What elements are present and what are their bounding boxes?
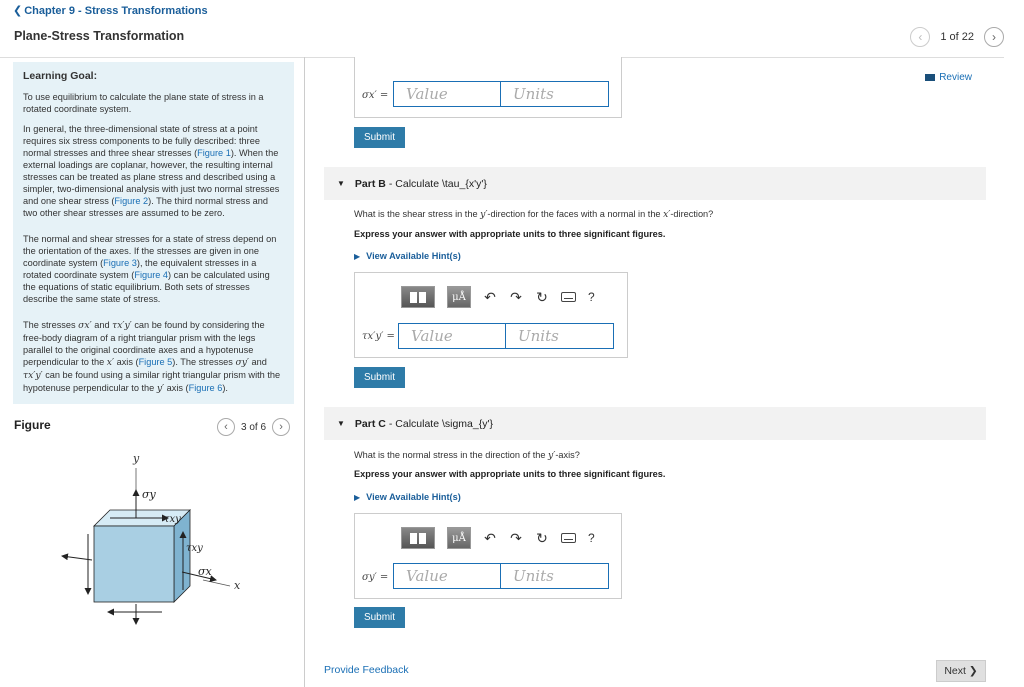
part-a-submit-button[interactable]: Submit xyxy=(354,127,405,148)
part-b-question xyxy=(354,209,713,220)
text-span: and xyxy=(91,320,113,330)
text-span: can be found using a similar right triangular prism with the hypotenuse perpendicular to the xyxy=(23,370,281,393)
chevron-left-icon: ❮ xyxy=(13,5,23,17)
part-c-title: - Calculate \sigma_{y'} xyxy=(388,417,493,430)
part-b-hints-toggle[interactable] xyxy=(354,251,461,261)
figure-heading: Figure xyxy=(14,418,51,432)
part-a-units-input[interactable]: Units xyxy=(501,81,609,107)
figure-6-link[interactable]: Figure 6 xyxy=(188,383,223,393)
part-b-value-input[interactable]: Value xyxy=(398,323,506,349)
redo-icon[interactable]: ↷ xyxy=(510,288,522,305)
next-button[interactable] xyxy=(936,660,986,682)
chapter-link-label: Chapter 9 - Stress Transformations xyxy=(24,5,208,17)
collapse-triangle-icon: ▼ xyxy=(337,179,345,188)
part-a-variable-label: σx′ = xyxy=(362,90,389,101)
math-toolbar xyxy=(401,286,595,308)
part-c-value-input[interactable]: Value xyxy=(393,563,501,589)
part-c-answer-box xyxy=(354,513,622,599)
math-x-prime: x′ xyxy=(663,209,671,220)
expand-triangle-icon: ▶ xyxy=(354,493,361,502)
text-span: The stresses xyxy=(23,320,79,330)
text-span: axis ( xyxy=(114,357,139,367)
chevron-right-icon: › xyxy=(992,30,996,44)
part-b-title: - Calculate \tau_{x'y'} xyxy=(388,177,487,190)
learning-goal-title: Learning Goal: xyxy=(23,70,98,82)
panel-divider xyxy=(304,57,305,687)
part-c-header[interactable] xyxy=(324,407,986,440)
figure-2-link[interactable]: Figure 2 xyxy=(114,196,149,206)
learning-goal-paragraph-1: To use equilibrium to calculate the plane state of stress in a rotated coordinate system. xyxy=(23,92,264,114)
part-c-question xyxy=(354,450,580,461)
reset-icon[interactable]: ↻ xyxy=(536,288,548,305)
redo-icon[interactable]: ↷ xyxy=(510,529,522,546)
math-tau-xy-prime: τx′y′ xyxy=(23,370,43,381)
part-b-label: Part B xyxy=(354,177,386,190)
hints-label: View Available Hint(s) xyxy=(366,251,461,261)
page-title: Plane-Stress Transformation xyxy=(14,29,185,43)
math-x-prime: x′ xyxy=(106,357,115,368)
part-a-answer-box xyxy=(354,57,622,118)
text-span: What is the normal stress in the direction of the xyxy=(354,450,549,460)
template-icon[interactable] xyxy=(401,286,435,308)
math-sigma-y-prime: σy′ xyxy=(235,357,249,368)
figure-4-link[interactable]: Figure 4 xyxy=(134,270,169,280)
text-span: In general, the three-dimensional state of stress at a point requires six stress components to be fully described: three normal stresses and three shear stresses ( xyxy=(23,124,260,158)
math-sigma-x-prime: σx′ xyxy=(78,320,92,331)
text-span: ), the equivalent stresses in a rotated coordinate system ( xyxy=(23,258,257,280)
collapse-triangle-icon: ▼ xyxy=(337,419,345,428)
template-icon[interactable] xyxy=(401,527,435,549)
y-axis-label: y xyxy=(133,452,140,465)
text-span: -axis? xyxy=(555,450,580,460)
figure-pager xyxy=(217,418,290,436)
hints-label: View Available Hint(s) xyxy=(366,492,461,502)
chevron-right-icon: › xyxy=(279,421,283,433)
part-c-instruction: Express your answer with appropriate units to three significant figures. xyxy=(354,469,666,479)
previous-item-button[interactable] xyxy=(910,27,930,47)
learning-goal-paragraph-2 xyxy=(23,123,284,219)
chevron-left-icon: ‹ xyxy=(224,421,228,433)
x-axis-label: x xyxy=(234,579,241,592)
text-span: The normal and shear stresses for a state of stress depend on the orientation of the axes. If the stresses are given in one coordinate system ( xyxy=(23,234,277,268)
stress-element-figure xyxy=(50,448,260,628)
chapter-breadcrumb-link[interactable] xyxy=(13,4,208,17)
part-b-instruction: Express your answer with appropriate units to three significant figures. xyxy=(354,229,666,239)
undo-icon[interactable]: ↶ xyxy=(484,529,496,546)
part-b-units-input[interactable]: Units xyxy=(506,323,614,349)
next-figure-button[interactable] xyxy=(272,418,290,436)
text-span: ). When the external loadings are coplanar, however, the resulting internal stresses can be treated as plane stress and described using a simpler, two-dimensional analysis with just two normal stresses and one shear stress ( xyxy=(23,148,280,206)
figure-pager-count: 3 of 6 xyxy=(241,421,267,433)
part-b-submit-button[interactable]: Submit xyxy=(354,367,405,388)
figure-5-link[interactable]: Figure 5 xyxy=(138,357,173,367)
pager-count: 1 of 22 xyxy=(940,31,974,43)
part-c-hints-toggle[interactable] xyxy=(354,492,461,502)
text-span: -direction? xyxy=(670,209,714,219)
keyboard-icon[interactable] xyxy=(561,533,576,543)
text-span: ). xyxy=(222,383,228,393)
next-item-button[interactable] xyxy=(984,27,1004,47)
undo-icon[interactable]: ↶ xyxy=(484,288,496,305)
expand-triangle-icon: ▶ xyxy=(354,252,361,261)
assignment-pager xyxy=(910,27,1004,47)
help-icon[interactable]: ? xyxy=(588,531,595,545)
part-c-variable-label: σy′ = xyxy=(362,572,389,583)
part-b-variable-label: τx′y′ = xyxy=(362,331,395,342)
math-toolbar xyxy=(401,527,595,549)
text-span: ). The third normal stress and two other shear stresses are assumed to be zero. xyxy=(23,196,268,218)
next-label: Next xyxy=(944,665,966,677)
x-axis-line xyxy=(203,580,230,586)
text-span: ) can be calculated using the equations of static equilibrium. Both sets of stresses describe the same state of stress. xyxy=(23,270,270,304)
help-icon[interactable]: ? xyxy=(588,290,595,304)
math-tau-xy-prime: τx′y′ xyxy=(112,320,132,331)
previous-figure-button[interactable] xyxy=(217,418,235,436)
part-c-label: Part C xyxy=(354,417,386,430)
chevron-right-icon: ❯ xyxy=(968,665,978,677)
block-front-face xyxy=(94,526,174,602)
tau-xy-side-label: τxy xyxy=(186,543,203,554)
review-icon xyxy=(925,74,935,81)
text-span: and xyxy=(249,357,267,367)
provide-feedback-link[interactable]: Provide Feedback xyxy=(324,664,409,676)
learning-goal-paragraph-3 xyxy=(23,233,284,305)
chevron-left-icon: ‹ xyxy=(918,30,923,44)
math-y-prime: y′ xyxy=(480,209,488,220)
text-span: can be found by considering the free-body diagram of a right triangular prism with the legs parallel to the original coordinate axes and a hypotenuse perpendicular to the xyxy=(23,320,265,367)
review-label: Review xyxy=(939,72,972,83)
review-link[interactable] xyxy=(925,72,972,83)
part-a-value-input[interactable]: Value xyxy=(393,81,501,107)
tau-xy-top-label: τxy xyxy=(164,514,181,525)
units-icon[interactable]: μÅ xyxy=(447,286,471,308)
text-span: -direction for the faces with a normal in the xyxy=(487,209,664,219)
figure-3-link[interactable]: Figure 3 xyxy=(103,258,137,268)
text-span: What is the shear stress in the xyxy=(354,209,481,219)
learning-goal-paragraph-4 xyxy=(23,319,284,395)
part-c-submit-button[interactable]: Submit xyxy=(354,607,405,628)
math-y-prime: y′ xyxy=(156,383,165,394)
units-icon[interactable]: μÅ xyxy=(447,527,471,549)
figure-1-link[interactable]: Figure 1 xyxy=(197,148,231,158)
keyboard-icon[interactable] xyxy=(561,292,576,302)
text-span: axis ( xyxy=(164,383,189,393)
sigma-y-label: σy xyxy=(142,488,156,501)
text-span: ). The stresses xyxy=(172,357,236,367)
part-b-header[interactable] xyxy=(324,167,986,200)
part-c-units-input[interactable]: Units xyxy=(501,563,609,589)
reset-icon[interactable]: ↻ xyxy=(536,529,548,546)
math-y-prime: y′ xyxy=(548,450,556,461)
part-b-answer-box xyxy=(354,272,628,358)
sigma-x-label: σx xyxy=(198,565,212,578)
learning-goal-panel xyxy=(13,62,294,404)
